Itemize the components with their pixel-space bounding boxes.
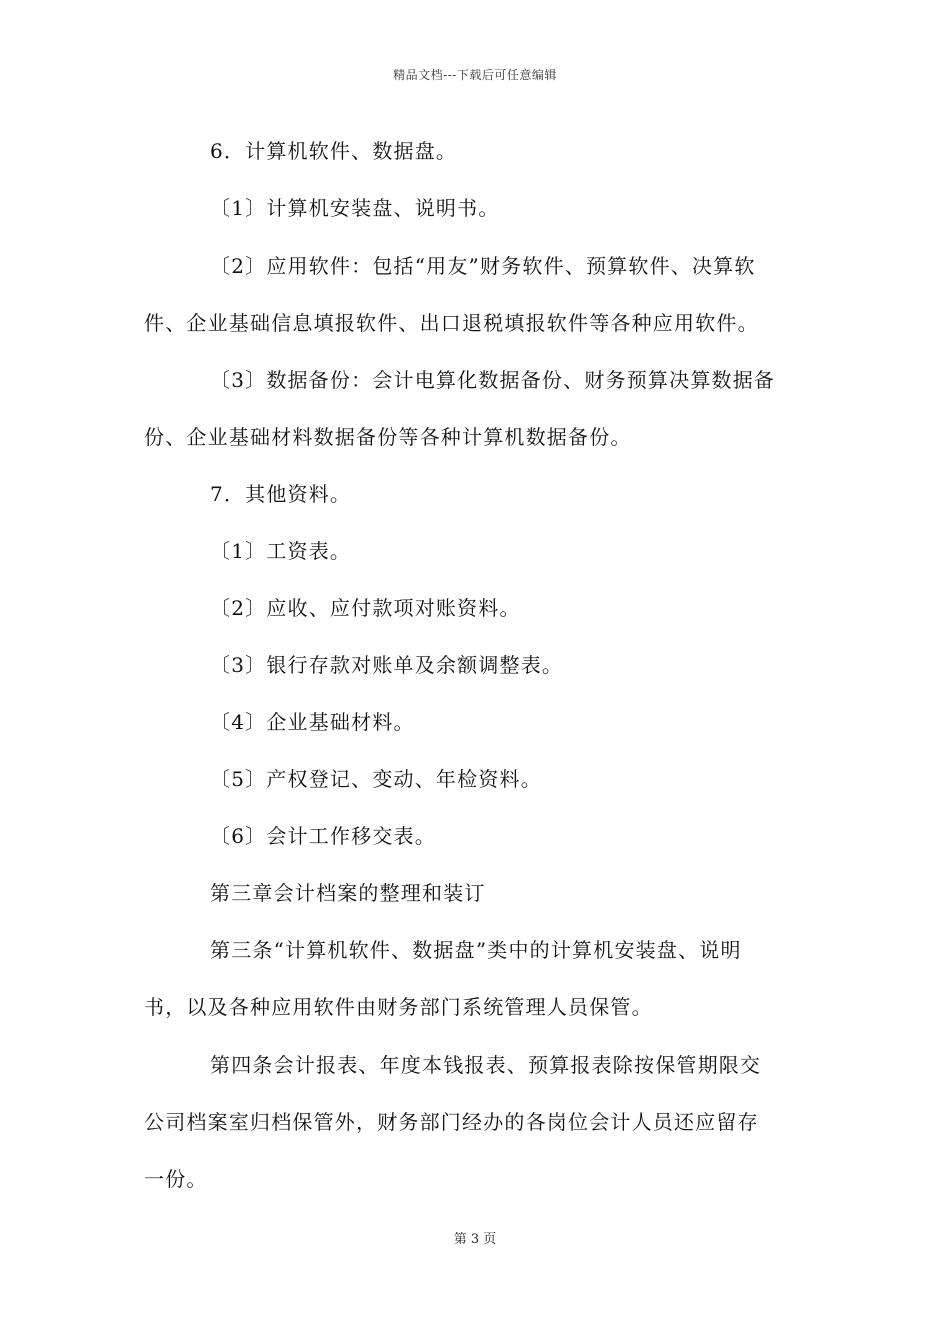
page-header: 精品文档---下载后可任意编辑 (393, 68, 557, 82)
article-4-line-3: 一份。 (144, 1167, 208, 1191)
item-6-2-line-1: 〔2〕应用软件：包括“用友”财务软件、预算软件、决算软 (210, 254, 756, 278)
item-7-1: 〔1〕工资表。 (210, 539, 352, 563)
item-6-2-line-2: 件、企业基础信息填报软件、出口退税填报软件等各种应用软件。 (144, 311, 759, 335)
item-7-4: 〔4〕企业基础材料。 (210, 710, 415, 734)
item-6-3-line-2: 份、企业基础材料数据备份等各种计算机数据备份。 (144, 425, 632, 449)
item-6-3-line-1: 〔3〕数据备份：会计电算化数据备份、财务预算决算数据备 (210, 368, 776, 392)
chapter-3-title: 第三章会计档案的整理和装订 (210, 881, 486, 905)
item-7-heading: 7．其他资料。 (210, 482, 352, 506)
item-7-3: 〔3〕银行存款对账单及余额调整表。 (210, 653, 564, 677)
item-6-heading: 6．计算机软件、数据盘。 (210, 139, 458, 163)
article-4-line-1: 第四条会计报表、年度本钱报表、预算报表除按保管期限交 (210, 1053, 762, 1077)
item-6-1: 〔1〕计算机安装盘、说明书。 (210, 196, 500, 220)
item-7-2: 〔2〕应收、应付款项对账资料。 (210, 596, 521, 620)
article-3-line-2: 书，以及各种应用软件由财务部门系统管理人员保管。 (144, 995, 653, 1019)
item-7-5: 〔5〕产权登记、变动、年检资料。 (210, 767, 542, 791)
item-7-6: 〔6〕会计工作移交表。 (210, 824, 436, 848)
page-number: 第 3 页 (453, 1232, 497, 1247)
article-3-line-1: 第三条“计算机软件、数据盘”类中的计算机安装盘、说明 (210, 938, 742, 962)
article-4-line-2: 公司档案室归档保管外，财务部门经办的各岗位会计人员还应留存 (144, 1110, 759, 1134)
